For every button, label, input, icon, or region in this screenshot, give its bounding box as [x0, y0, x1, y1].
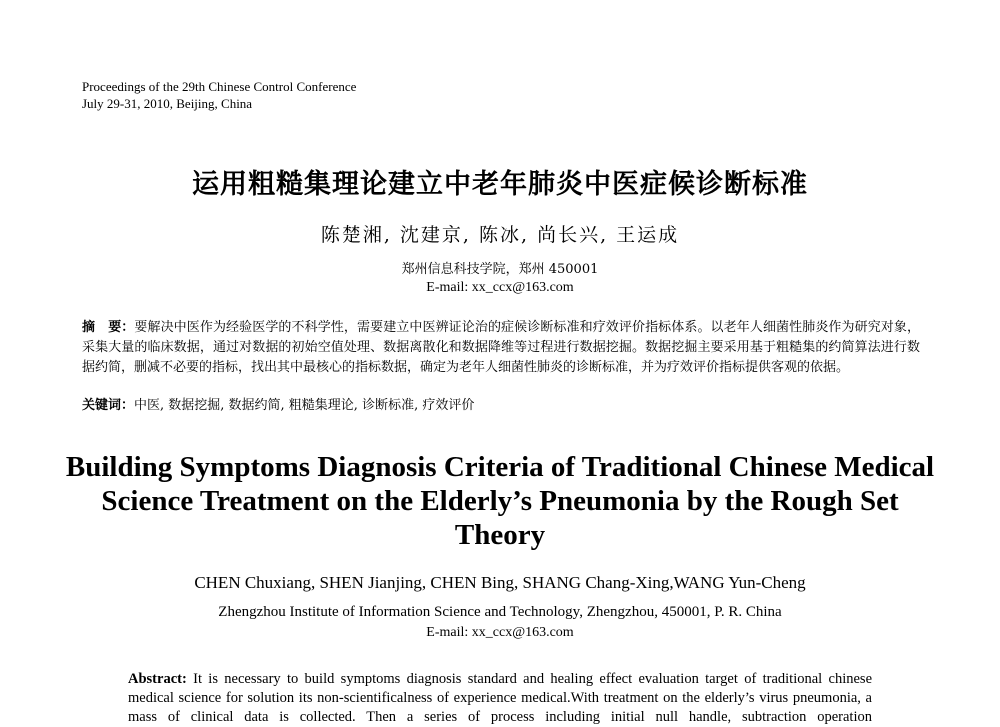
chinese-abstract-label: 摘 要：	[82, 320, 135, 335]
chinese-authors: 陈楚湘, 沈建京, 陈冰, 尚长兴, 王运成	[320, 224, 680, 246]
chinese-title: 运用粗糙集理论建立中老年肺炎中医症候诊断标准	[192, 169, 808, 200]
proceedings-header	[82, 78, 356, 112]
chinese-affiliation: 郑州信息科技学院，郑州 450001	[401, 262, 599, 277]
english-authors: CHEN Chuxiang, SHEN Jianjing, CHEN Bing, SHANG Chang-Xing,WANG Yun-Cheng	[194, 573, 806, 592]
chinese-abstract-text: 要解决中医作为经验医学的不科学性，需要建立中医辨证论治的症候诊断标准和疗效评价指标体系。以老年人细菌性肺炎作为研究对象，采集大量的临床数据，通过对数据的初始空值处理、数据离散化和数据降维等过程进行数据挖掘。数据挖掘主要采用基于粗糙集的约简算法进行数据约简，删减不必要的指标，找出其中最核心的指标数据，确定为老年人细菌性肺炎的诊断标准，并为疗效评价指标提供客观的依据。	[82, 320, 920, 375]
chinese-keywords	[82, 396, 920, 416]
english-title: Building Symptoms Diagnosis Criteria of Traditional Chinese Medical Science Treatment on the Elderly’s Pneumonia by the Rough Set Theory	[65, 451, 935, 551]
conference-date-place: July 29-31, 2010, Beijing, China	[82, 96, 253, 111]
chinese-keywords-text: 中医, 数据挖掘, 数据约简, 粗糙集理论, 诊断标准, 疗效评价	[134, 398, 475, 413]
chinese-keywords-label: 关键词：	[82, 398, 135, 413]
chinese-abstract	[82, 318, 920, 378]
english-affiliation: Zhengzhou Institute of Information Science and Technology, Zhengzhou, 450001, P. R. China	[218, 604, 782, 620]
chinese-email: E-mail: xx_ccx@163.com	[426, 280, 574, 295]
english-abstract-text: It is necessary to build symptoms diagnosis standard and healing effect evaluation target of traditional chinese medical science for solution its non-scientificalness of experience medical.With treatment on the elderly’s virus pneumonia, a mass of clinical data is collected. Then a series of process including initial null handle, subtraction operation	[128, 671, 872, 725]
english-email: E-mail: xx_ccx@163.com	[426, 625, 574, 640]
english-abstract	[128, 670, 872, 727]
proceedings-name: Proceedings of the 29th Chinese Control Conference	[82, 79, 357, 94]
english-abstract-label: Abstract:	[128, 671, 187, 687]
